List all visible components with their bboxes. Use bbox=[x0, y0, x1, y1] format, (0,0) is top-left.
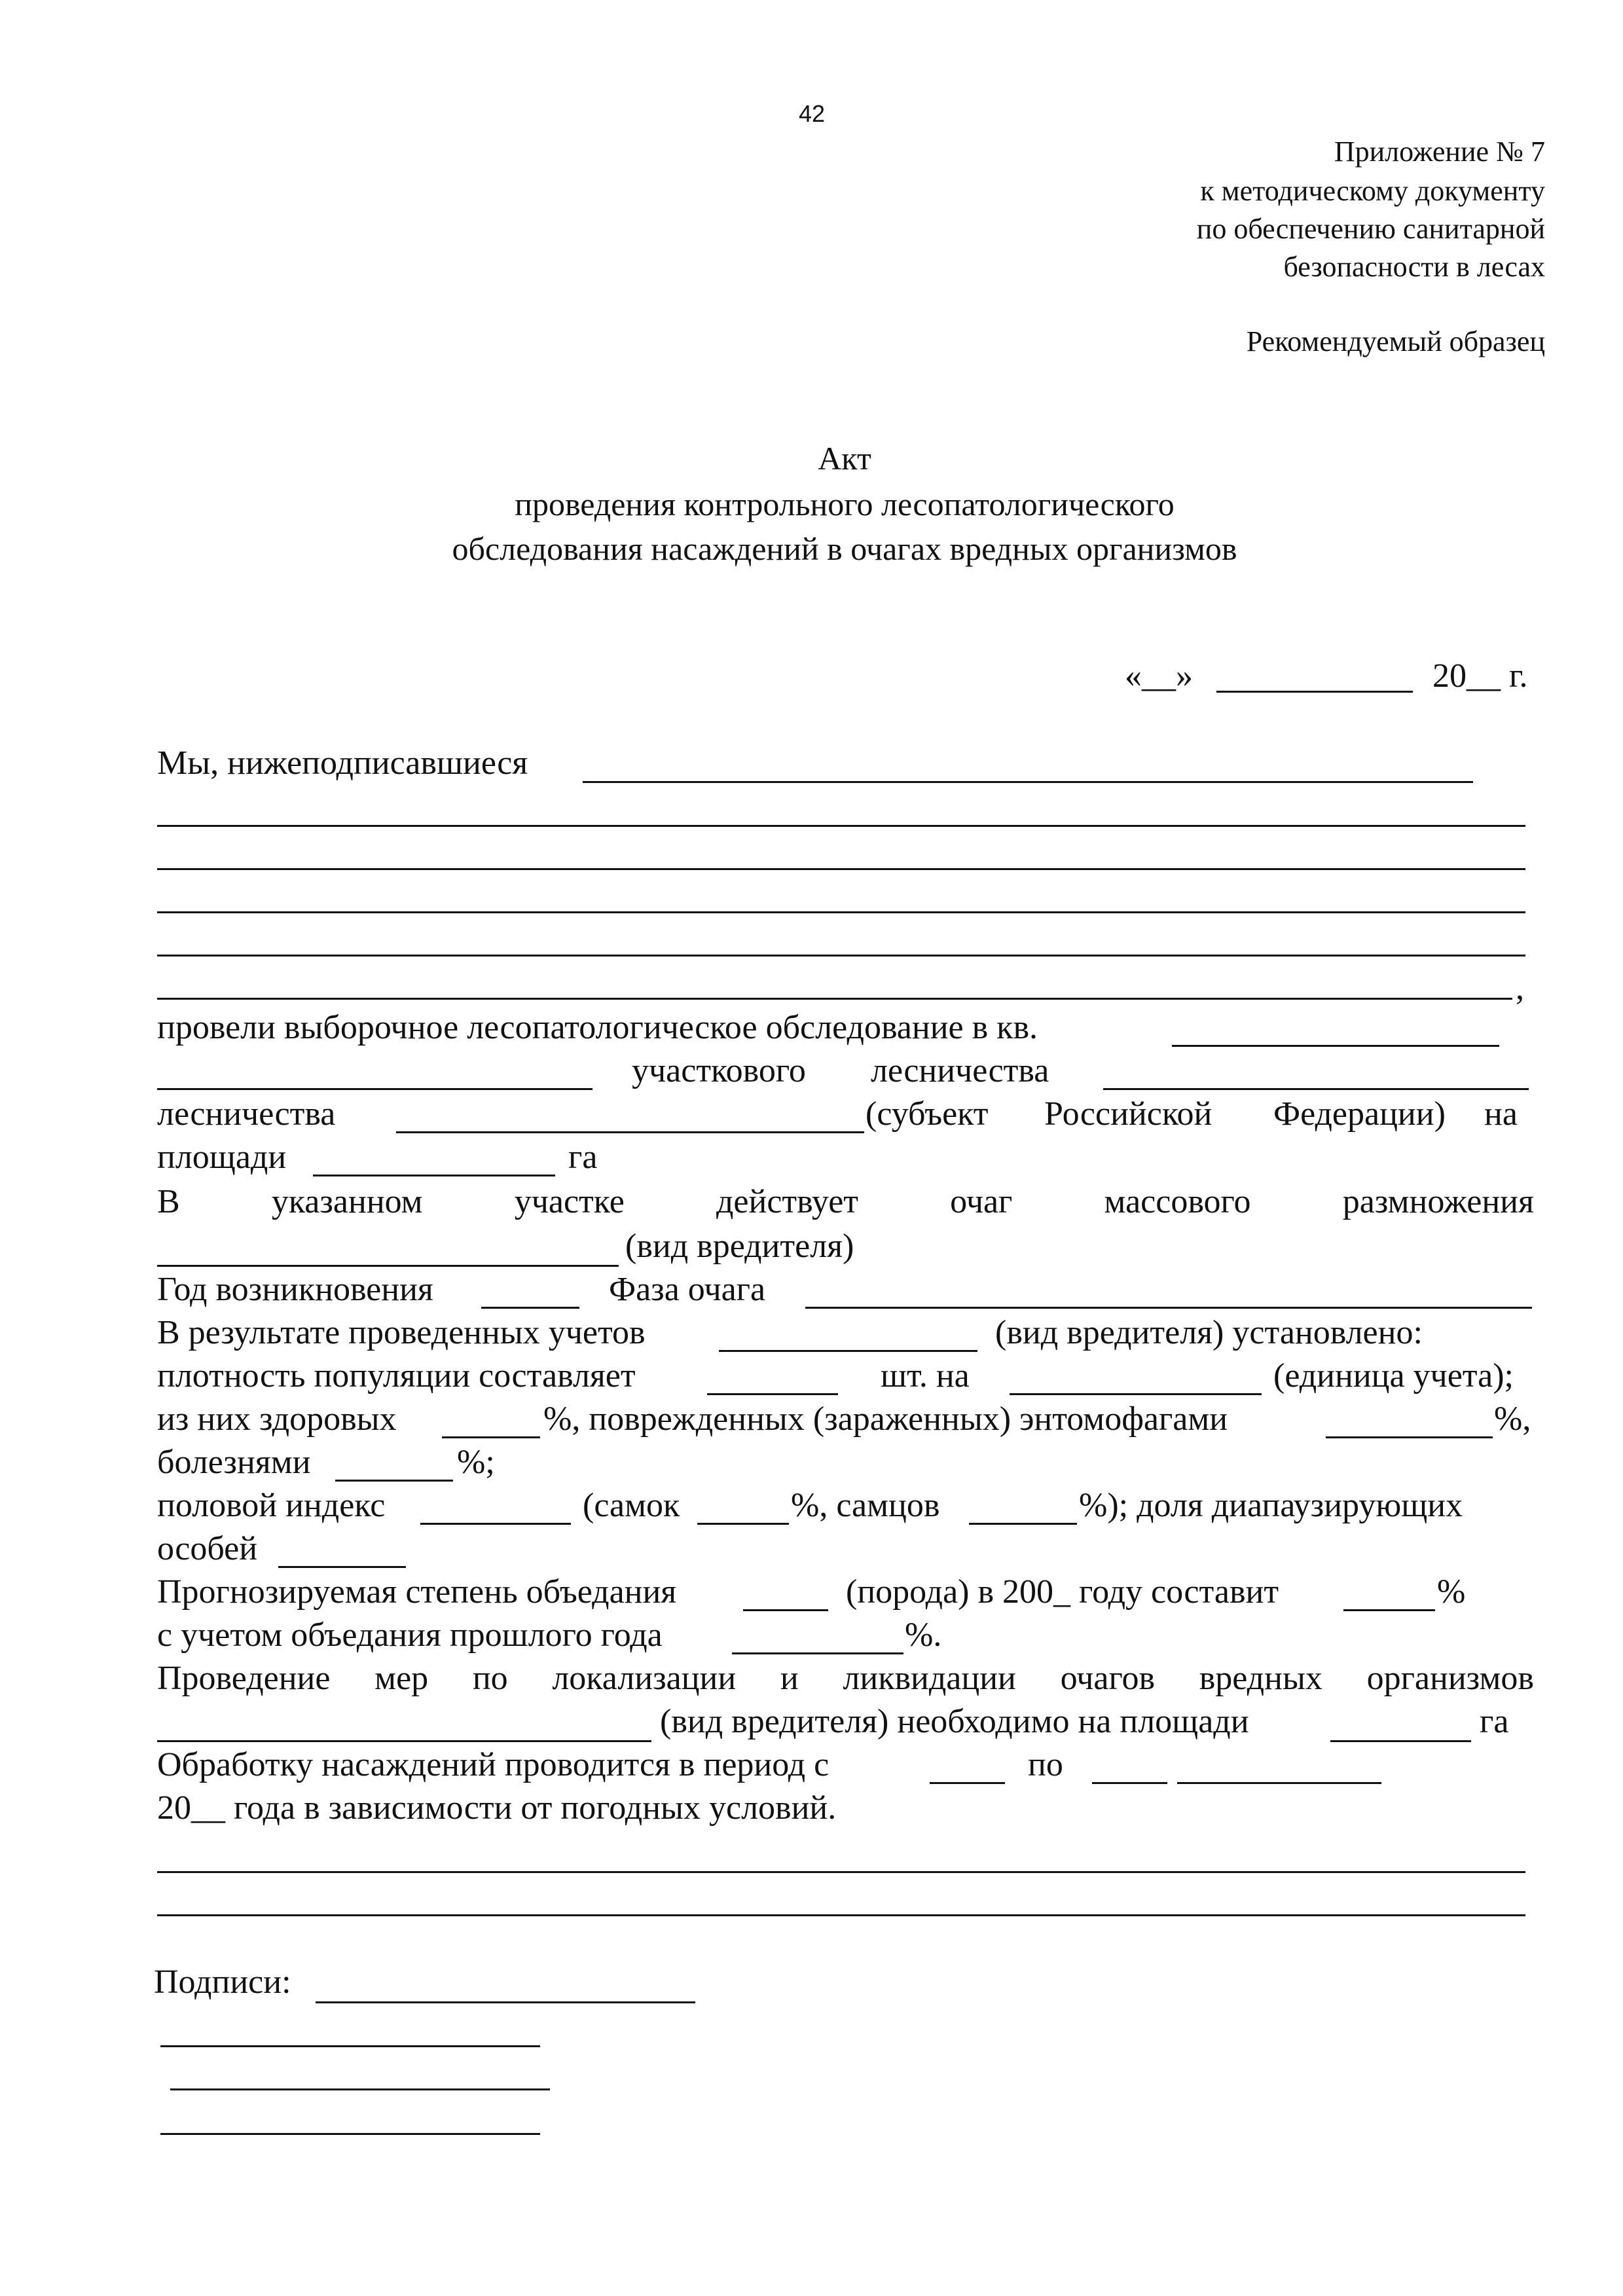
previous-year-line[interactable] bbox=[732, 1652, 903, 1654]
healthy-percent-line[interactable] bbox=[442, 1436, 540, 1438]
lesnichestva-label: лесничества bbox=[157, 1095, 336, 1133]
signers-line-1[interactable] bbox=[583, 781, 1473, 783]
appendix-line-3: по обеспечению санитарной bbox=[1196, 213, 1545, 245]
density-per: шт. на bbox=[881, 1357, 970, 1394]
subject-federation: Федерации) bbox=[1273, 1095, 1446, 1133]
measures-word: ликвидации bbox=[843, 1660, 1016, 1697]
treatment-to-line[interactable] bbox=[1092, 1782, 1167, 1784]
diapause-label: %); доля диапаузирующих bbox=[1079, 1487, 1463, 1524]
measures-word: организмов bbox=[1366, 1660, 1534, 1697]
outbreak-word: участке bbox=[514, 1183, 625, 1220]
document-subtitle-1: проведения контрольного лесопатологического bbox=[515, 486, 1175, 522]
measures-word: мер bbox=[374, 1660, 429, 1697]
area-unit: га bbox=[568, 1139, 598, 1176]
outbreak-phase-label: Фаза очага bbox=[609, 1271, 766, 1308]
we-signed-label: Мы, нижеподписавшиеся bbox=[157, 744, 528, 782]
entomophage-percent-sign: %, bbox=[1494, 1400, 1531, 1438]
density-unit-caption: (единица учета); bbox=[1273, 1357, 1514, 1394]
signature-line-3[interactable] bbox=[170, 2088, 550, 2090]
lesnichestva-word: лесничества bbox=[871, 1052, 1049, 1089]
notes-line-2[interactable] bbox=[157, 1914, 1525, 1916]
signers-comma: , bbox=[1516, 970, 1524, 1007]
measures-sentence bbox=[157, 1659, 1534, 1698]
results-pest-line[interactable] bbox=[719, 1350, 977, 1352]
measures-area-label: (вид вредителя) необходимо на площади bbox=[660, 1703, 1249, 1740]
individuals-label: особей bbox=[157, 1530, 258, 1567]
measures-word: очагов bbox=[1060, 1660, 1156, 1697]
signatures-label: Подписи: bbox=[154, 1963, 291, 2001]
outbreak-word: действует bbox=[716, 1183, 859, 1220]
males-label: %, самцов bbox=[791, 1487, 940, 1524]
measures-word: по bbox=[472, 1660, 508, 1697]
males-percent-line[interactable] bbox=[969, 1523, 1077, 1525]
treatment-to-label: по bbox=[1028, 1746, 1063, 1783]
uchastkovoe-extra-line[interactable] bbox=[1103, 1088, 1529, 1090]
weather-condition-text: 20__ года в зависимости от погодных условий. bbox=[157, 1789, 837, 1827]
treatment-month-line[interactable] bbox=[1177, 1782, 1381, 1784]
subject-na: на bbox=[1484, 1095, 1518, 1133]
diseases-percent-sign: %; bbox=[457, 1444, 495, 1481]
damaged-label: %, поврежденных (зараженных) энтомофагами bbox=[543, 1400, 1228, 1438]
density-label: плотность популяции составляет bbox=[157, 1357, 636, 1394]
measures-word: Проведение bbox=[157, 1660, 331, 1697]
uchastkovogo-word: участкового bbox=[632, 1052, 806, 1089]
outbreak-word: очаг bbox=[950, 1183, 1013, 1220]
conducted-text: провели выборочное лесопатологическое обследование в кв. bbox=[157, 1009, 1038, 1046]
diseases-percent-line[interactable] bbox=[335, 1480, 453, 1482]
density-unit-line[interactable] bbox=[1010, 1393, 1262, 1395]
uchastkovoe-name-line[interactable] bbox=[157, 1088, 593, 1090]
measures-word: локализации bbox=[552, 1660, 737, 1697]
notes-line-1[interactable] bbox=[157, 1871, 1525, 1873]
signers-line-4[interactable] bbox=[157, 911, 1525, 913]
outbreak-word: В bbox=[157, 1183, 180, 1220]
signers-line-5[interactable] bbox=[157, 955, 1525, 957]
sex-index-label: половой индекс bbox=[157, 1487, 386, 1524]
forecast-value-line[interactable] bbox=[743, 1609, 828, 1611]
treatment-from-line[interactable] bbox=[930, 1782, 1005, 1784]
measures-area-unit: га bbox=[1480, 1703, 1509, 1740]
forecast-label: Прогнозируемая степень объедания bbox=[157, 1573, 677, 1611]
signers-line-2[interactable] bbox=[157, 825, 1525, 827]
results-label: В результате проведенных учетов bbox=[157, 1314, 646, 1351]
document-subtitle-2: обследования насаждений в очагах вредных организмов bbox=[452, 530, 1237, 567]
measures-word: и bbox=[780, 1660, 799, 1697]
subject-open: (субъект bbox=[866, 1095, 989, 1133]
subject-russian: Российской bbox=[1044, 1095, 1213, 1133]
outbreak-phase-line[interactable] bbox=[805, 1307, 1532, 1309]
document-title: Акт bbox=[818, 440, 871, 477]
appendix-number: Приложение № 7 bbox=[1334, 136, 1545, 168]
previous-year-label: с учетом объедания прошлого года bbox=[157, 1616, 663, 1654]
pest-species-caption: (вид вредителя) bbox=[625, 1228, 854, 1265]
measures-word: вредных bbox=[1199, 1660, 1322, 1697]
results-established: (вид вредителя) установлено: bbox=[995, 1314, 1423, 1351]
outbreak-word: указанном bbox=[271, 1183, 423, 1220]
signature-line-2[interactable] bbox=[160, 2045, 540, 2047]
diseases-label: болезнями bbox=[157, 1444, 311, 1481]
healthy-label: из них здоровых bbox=[157, 1400, 397, 1438]
outbreak-word: размножения bbox=[1342, 1183, 1534, 1220]
density-value-line[interactable] bbox=[707, 1393, 838, 1395]
area-label: площади bbox=[157, 1139, 287, 1176]
page-number: 42 bbox=[798, 100, 826, 127]
signature-line-4[interactable] bbox=[160, 2133, 540, 2135]
date-month-line[interactable] bbox=[1216, 691, 1413, 693]
year-of-origin-line[interactable] bbox=[481, 1307, 579, 1309]
year-of-origin-label: Год возникновения bbox=[157, 1271, 433, 1308]
signature-line-1[interactable] bbox=[316, 2001, 695, 2003]
area-value-line[interactable] bbox=[313, 1175, 555, 1176]
appendix-line-2: к методическому документу bbox=[1200, 175, 1545, 207]
lesnichestvo-name-line[interactable] bbox=[396, 1131, 864, 1133]
forecast-percent-line[interactable] bbox=[1343, 1609, 1435, 1611]
outbreak-word: массового bbox=[1104, 1183, 1251, 1220]
previous-year-percent: %. bbox=[905, 1616, 942, 1654]
sex-index-line[interactable] bbox=[420, 1523, 571, 1525]
kvartal-line[interactable] bbox=[1172, 1045, 1499, 1047]
pest-species-line[interactable] bbox=[157, 1265, 619, 1267]
date-day: «__» bbox=[1125, 657, 1193, 695]
treatment-period-label: Обработку насаждений проводится в период с bbox=[157, 1746, 830, 1783]
females-label: (самок bbox=[583, 1487, 680, 1524]
measures-area-line[interactable] bbox=[1330, 1740, 1471, 1742]
measures-pest-line[interactable] bbox=[157, 1740, 651, 1742]
appendix-line-4: безопасности в лесах bbox=[1283, 251, 1545, 283]
outbreak-sentence bbox=[157, 1182, 1534, 1222]
signers-line-6[interactable] bbox=[157, 998, 1512, 1000]
signers-line-3[interactable] bbox=[157, 868, 1525, 870]
entomophage-percent-line[interactable] bbox=[1326, 1436, 1493, 1438]
forecast-species-year: (порода) в 200_ году составит bbox=[846, 1573, 1279, 1611]
diapause-value-line[interactable] bbox=[278, 1566, 406, 1568]
recommended-sample: Рекомендуемый образец bbox=[1246, 325, 1545, 357]
date-year: 20__ г. bbox=[1432, 657, 1528, 695]
forecast-percent-sign: % bbox=[1437, 1573, 1466, 1611]
females-percent-line[interactable] bbox=[697, 1523, 789, 1525]
